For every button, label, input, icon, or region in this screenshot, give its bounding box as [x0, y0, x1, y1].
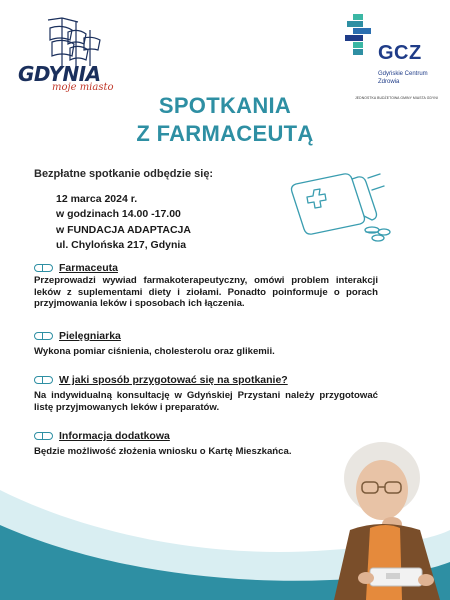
section-heading-nurse — [34, 330, 121, 342]
capsule-icon — [34, 332, 53, 340]
gcz-name-line1: Gdyńskie Centrum — [378, 71, 428, 77]
pill-bottle-icon — [284, 166, 394, 246]
section-heading-preparation — [34, 374, 288, 386]
title-line-1: SPOTKANIA — [158, 93, 292, 118]
event-date: 12 marca 2024 r. — [56, 193, 138, 205]
intro-text: Bezpłatne spotkanie odbędzie się: — [34, 168, 214, 180]
event-hours: w godzinach 14.00 -17.00 — [56, 208, 181, 220]
section-body-preparation: Na indywidualną konsultację w Gdyńskiej Przystani należy przygotować listę przyjmowanych leków i preparatów. — [34, 390, 378, 413]
section-heading-label: Informacja dodatkowa — [59, 430, 170, 442]
gdynia-wordmark: GDYNIA — [18, 62, 101, 86]
capsule-icon — [34, 264, 53, 272]
gcz-cross-logo — [343, 14, 373, 56]
section-heading-pharmacist — [34, 262, 118, 274]
gdynia-motto: moje miasto — [52, 82, 114, 93]
title-line-2: Z FARMACEUTĄ — [136, 121, 314, 146]
gcz-name — [378, 70, 438, 86]
section-body-pharmacist: Przeprowadzi wywiad farmakoterapeutyczny, omówi problem interakcji leków z suplementami diety i ziołami. Ponadto poinformuje o porach przyjmowania leków i sposobach ich łączenia. — [34, 275, 378, 309]
capsule-icon — [34, 432, 53, 440]
event-address: ul. Chylońska 217, Gdynia — [56, 239, 187, 251]
capsule-icon — [34, 376, 53, 384]
section-heading-additional-info — [34, 430, 170, 442]
section-body-additional-info: Będzie możliwość złożenia wniosku o Kartę Mieszkańca. — [34, 446, 292, 457]
section-heading-label: Pielęgniarka — [59, 330, 121, 342]
section-body-nurse: Wykona pomiar ciśnienia, cholesterolu oraz glikemii. — [34, 346, 275, 357]
elderly-woman-photo — [330, 438, 450, 600]
gcz-name-line2: Zdrowia — [378, 79, 400, 85]
section-heading-label: Farmaceuta — [59, 262, 118, 274]
event-place: w FUNDACJA ADAPTACJA — [56, 224, 191, 236]
gcz-wordmark: GCZ — [378, 42, 422, 64]
page-title — [0, 92, 450, 148]
gcz-subtitle: JEDNOSTKA BUDŻETOWA GMINY MIASTA GDYNI — [355, 96, 438, 100]
section-heading-label: W jaki sposób przygotować się na spotkanie? — [59, 374, 288, 386]
